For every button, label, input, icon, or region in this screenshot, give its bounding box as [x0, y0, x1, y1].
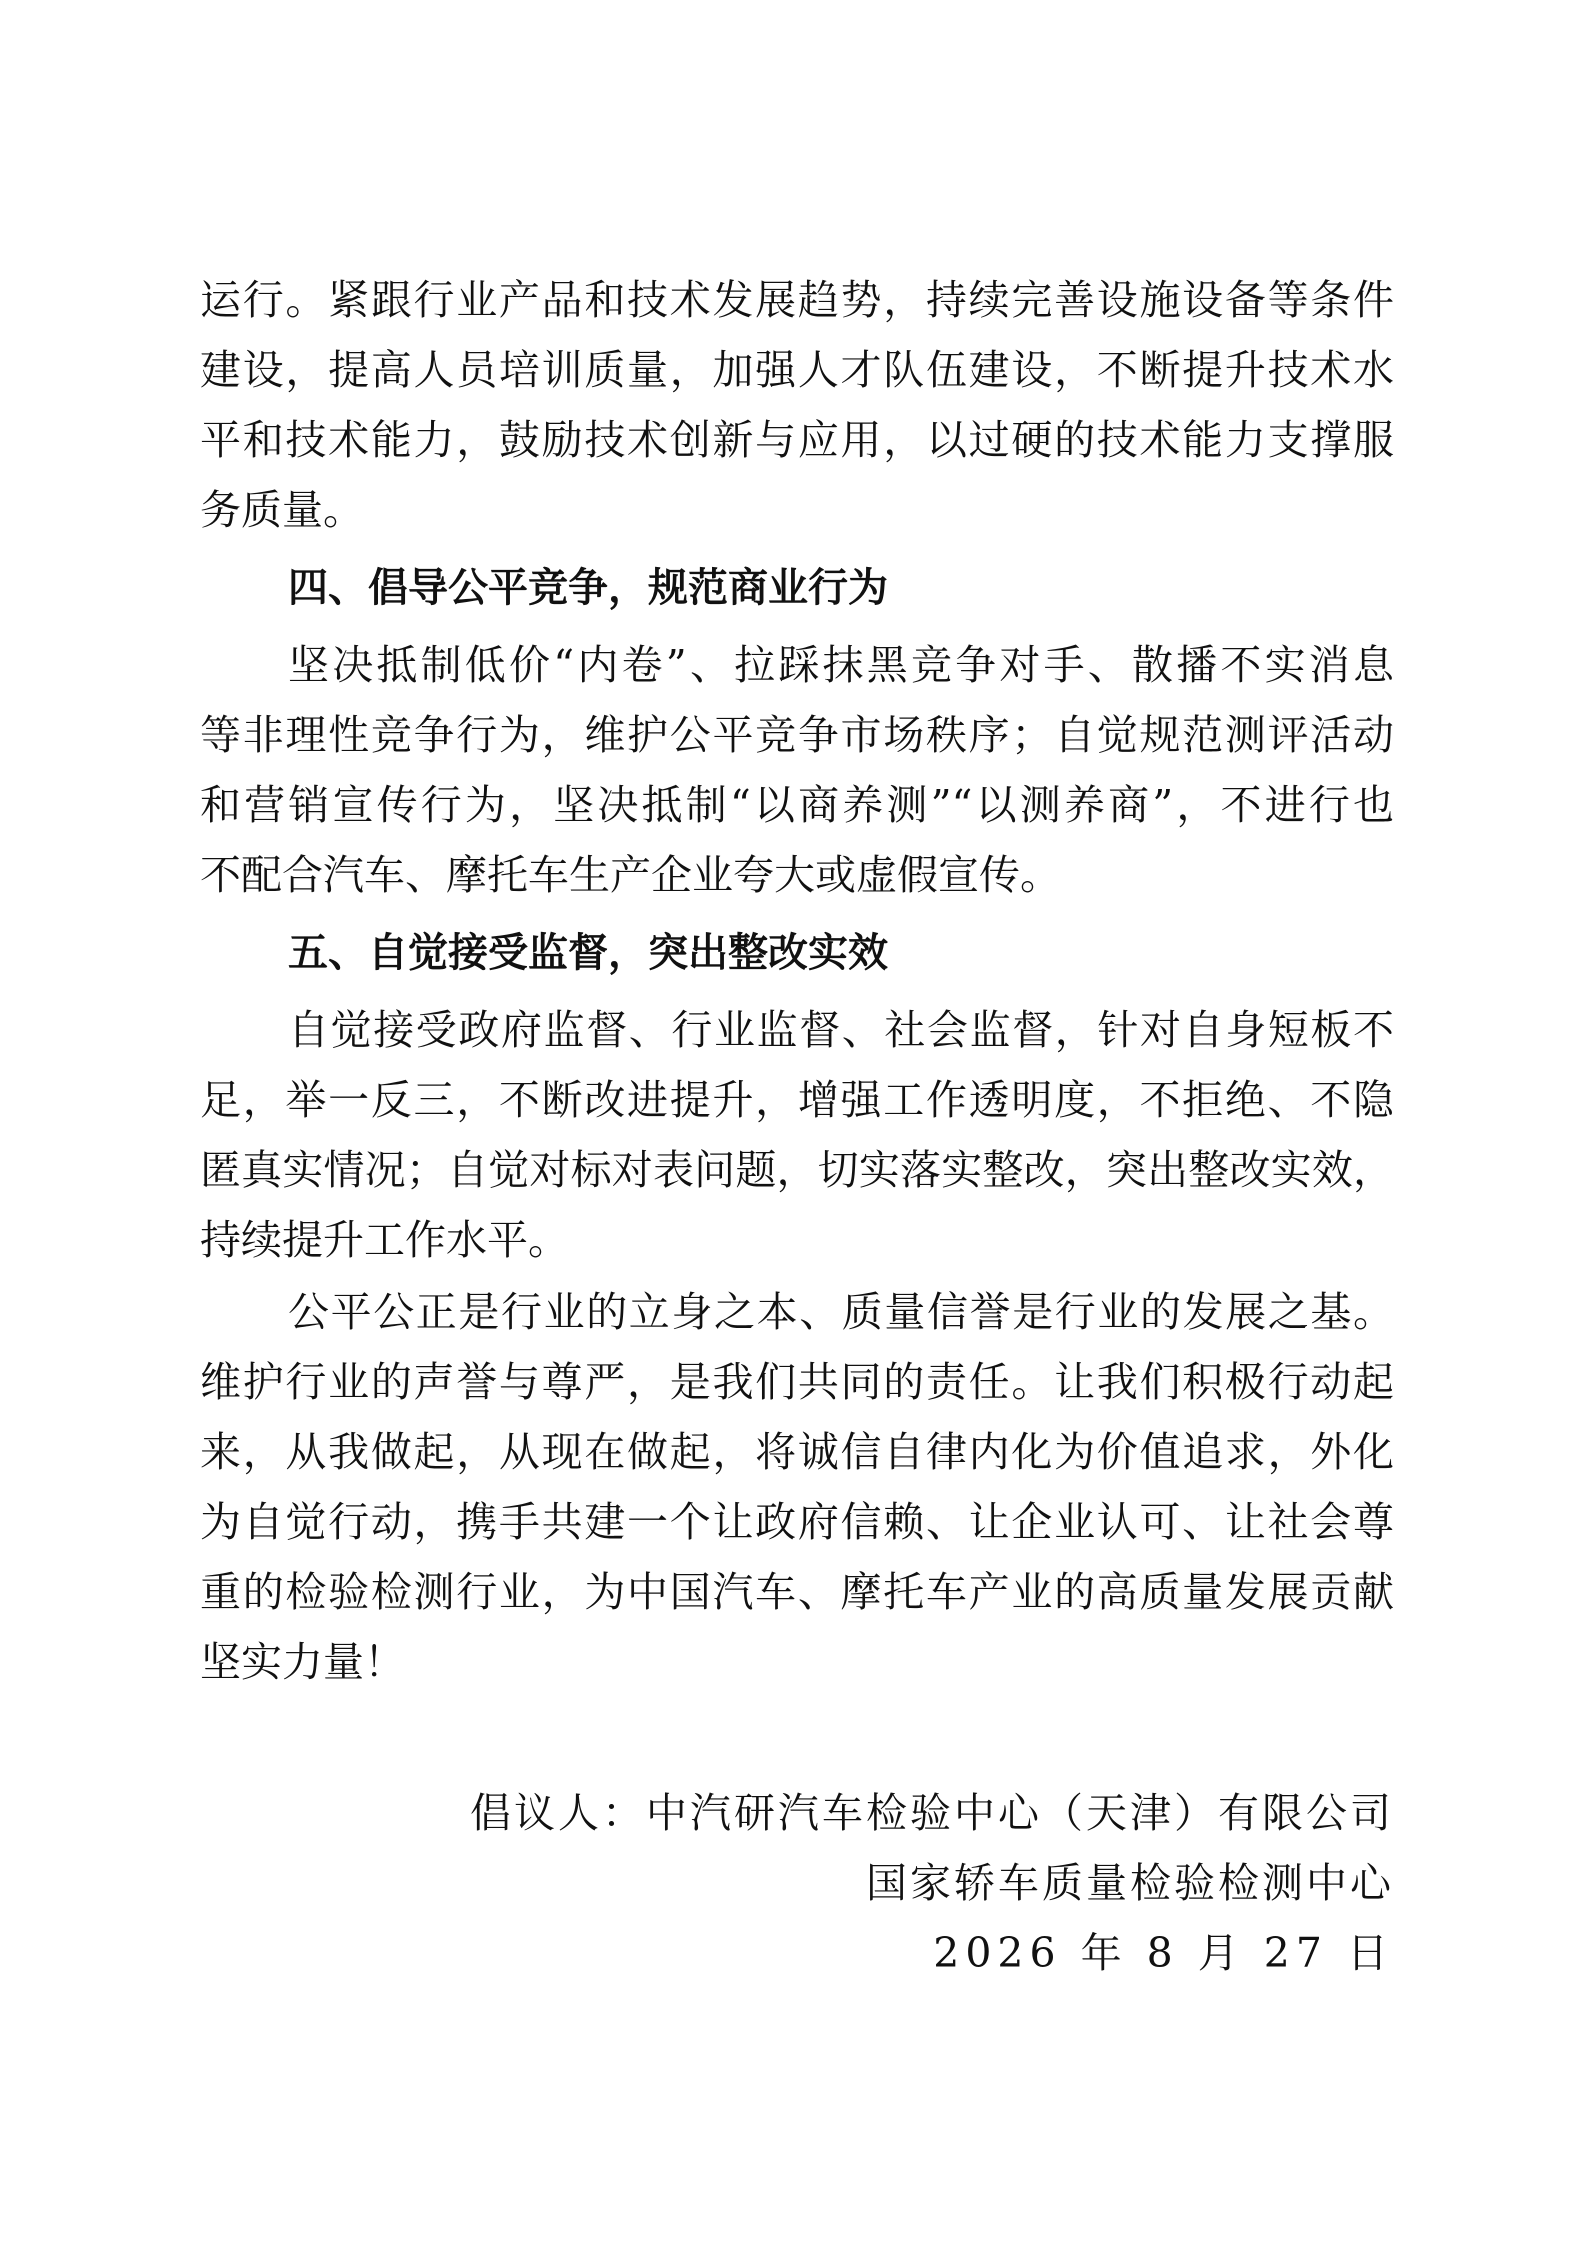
body-line-19: 重的检验检测行业，为中国汽车、摩托车产业的高质量发展贡献 [200, 1568, 1394, 1616]
signature-date: 2026 年 8 月 27 日 [933, 1929, 1394, 1977]
body-line-15: 公平公正是行业的立身之本、质量信誉是行业的发展之基。 [288, 1288, 1394, 1336]
body-line-14: 持续提升工作水平。 [200, 1216, 569, 1264]
body-line-6: 坚决抵制低价“内卷”、拉踩抹黑竞争对手、散播不实消息 [288, 641, 1394, 689]
body-line-17: 来，从我做起，从现在做起，将诚信自律内化为价值追求，外化 [200, 1428, 1394, 1476]
body-line-13: 匿真实情况；自觉对标对表问题，切实落实整改，突出整改实效， [200, 1146, 1394, 1194]
body-line-4: 务质量。 [200, 486, 364, 534]
body-line-11: 自觉接受政府监督、行业监督、社会监督，针对自身短板不 [288, 1006, 1394, 1054]
body-line-9: 不配合汽车、摩托车生产企业夸大或虚假宣传。 [200, 851, 1061, 899]
body-line-18: 为自觉行动，携手共建一个让政府信赖、让企业认可、让社会尊 [200, 1498, 1394, 1546]
section-heading-4: 四、倡导公平竞争，规范商业行为 [288, 565, 888, 611]
body-line-12: 足，举一反三，不断改进提升，增强工作透明度，不拒绝、不隐 [200, 1076, 1394, 1124]
body-line-1: 运行。紧跟行业产品和技术发展趋势，持续完善设施设备等条件 [200, 276, 1394, 324]
body-line-20: 坚实力量！ [200, 1638, 405, 1686]
body-line-2: 建设，提高人员培训质量，加强人才队伍建设，不断提升技术水 [200, 346, 1394, 394]
signature-organization: 国家轿车质量检验检测中心 [866, 1859, 1394, 1907]
signature-initiator: 倡议人：中汽研汽车检验中心（天津）有限公司 [470, 1789, 1394, 1837]
body-line-16: 维护行业的声誉与尊严，是我们共同的责任。让我们积极行动起 [200, 1358, 1394, 1406]
body-line-8: 和营销宣传行为，坚决抵制“以商养测”“以测养商”，不进行也 [200, 781, 1394, 829]
body-line-7: 等非理性竞争行为，维护公平竞争市场秩序；自觉规范测评活动 [200, 711, 1394, 759]
section-heading-5: 五、自觉接受监督，突出整改实效 [288, 930, 888, 976]
body-line-3: 平和技术能力，鼓励技术创新与应用，以过硬的技术能力支撑服 [200, 416, 1394, 464]
